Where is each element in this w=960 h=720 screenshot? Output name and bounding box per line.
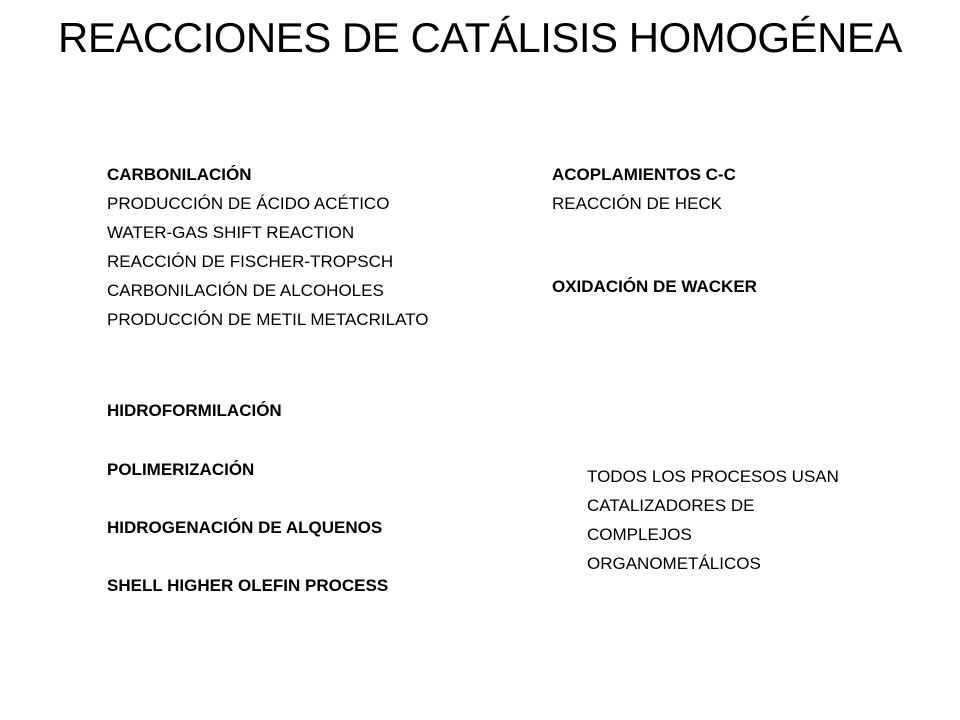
carbonilacion-item: PRODUCCIÓN DE METIL METACRILATO — [107, 310, 429, 329]
hidroformilacion-section — [107, 396, 282, 425]
carbonilacion-item: REACCIÓN DE FISCHER-TROPSCH — [107, 252, 394, 271]
note-line: COMPLEJOS — [587, 525, 692, 544]
shell-heading: SHELL HIGHER OLEFIN PROCESS — [107, 576, 389, 595]
wacker-heading: OXIDACIÓN DE WACKER — [552, 277, 757, 296]
shell-section — [107, 571, 388, 600]
carbonilacion-section — [107, 160, 428, 334]
slide-title: REACCIONES DE CATÁLISIS HOMOGÉNEA — [58, 14, 902, 61]
hidrogenacion-section — [107, 513, 382, 542]
polimerizacion-section — [107, 455, 254, 484]
note-line: TODOS LOS PROCESOS USAN — [587, 467, 839, 486]
carbonilacion-item: WATER-GAS SHIFT REACTION — [107, 223, 355, 242]
carbonilacion-item: PRODUCCIÓN DE ÁCIDO ACÉTICO — [107, 194, 390, 213]
hidrogenacion-heading: HIDROGENACIÓN DE ALQUENOS — [107, 518, 383, 537]
acoplamientos-heading: ACOPLAMIENTOS C-C — [552, 165, 736, 184]
carbonilacion-heading: CARBONILACIÓN — [107, 165, 252, 184]
carbonilacion-item: CARBONILACIÓN DE ALCOHOLES — [107, 281, 384, 300]
note-line: CATALIZADORES DE — [587, 496, 755, 515]
hidroformilacion-heading: HIDROFORMILACIÓN — [107, 401, 282, 420]
note-text — [587, 462, 887, 578]
acoplamientos-item: REACCIÓN DE HECK — [552, 194, 723, 213]
wacker-section — [552, 272, 757, 301]
acoplamientos-section — [552, 160, 736, 218]
note-line: ORGANOMETÁLICOS — [587, 554, 761, 573]
polimerizacion-heading: POLIMERIZACIÓN — [107, 460, 255, 479]
